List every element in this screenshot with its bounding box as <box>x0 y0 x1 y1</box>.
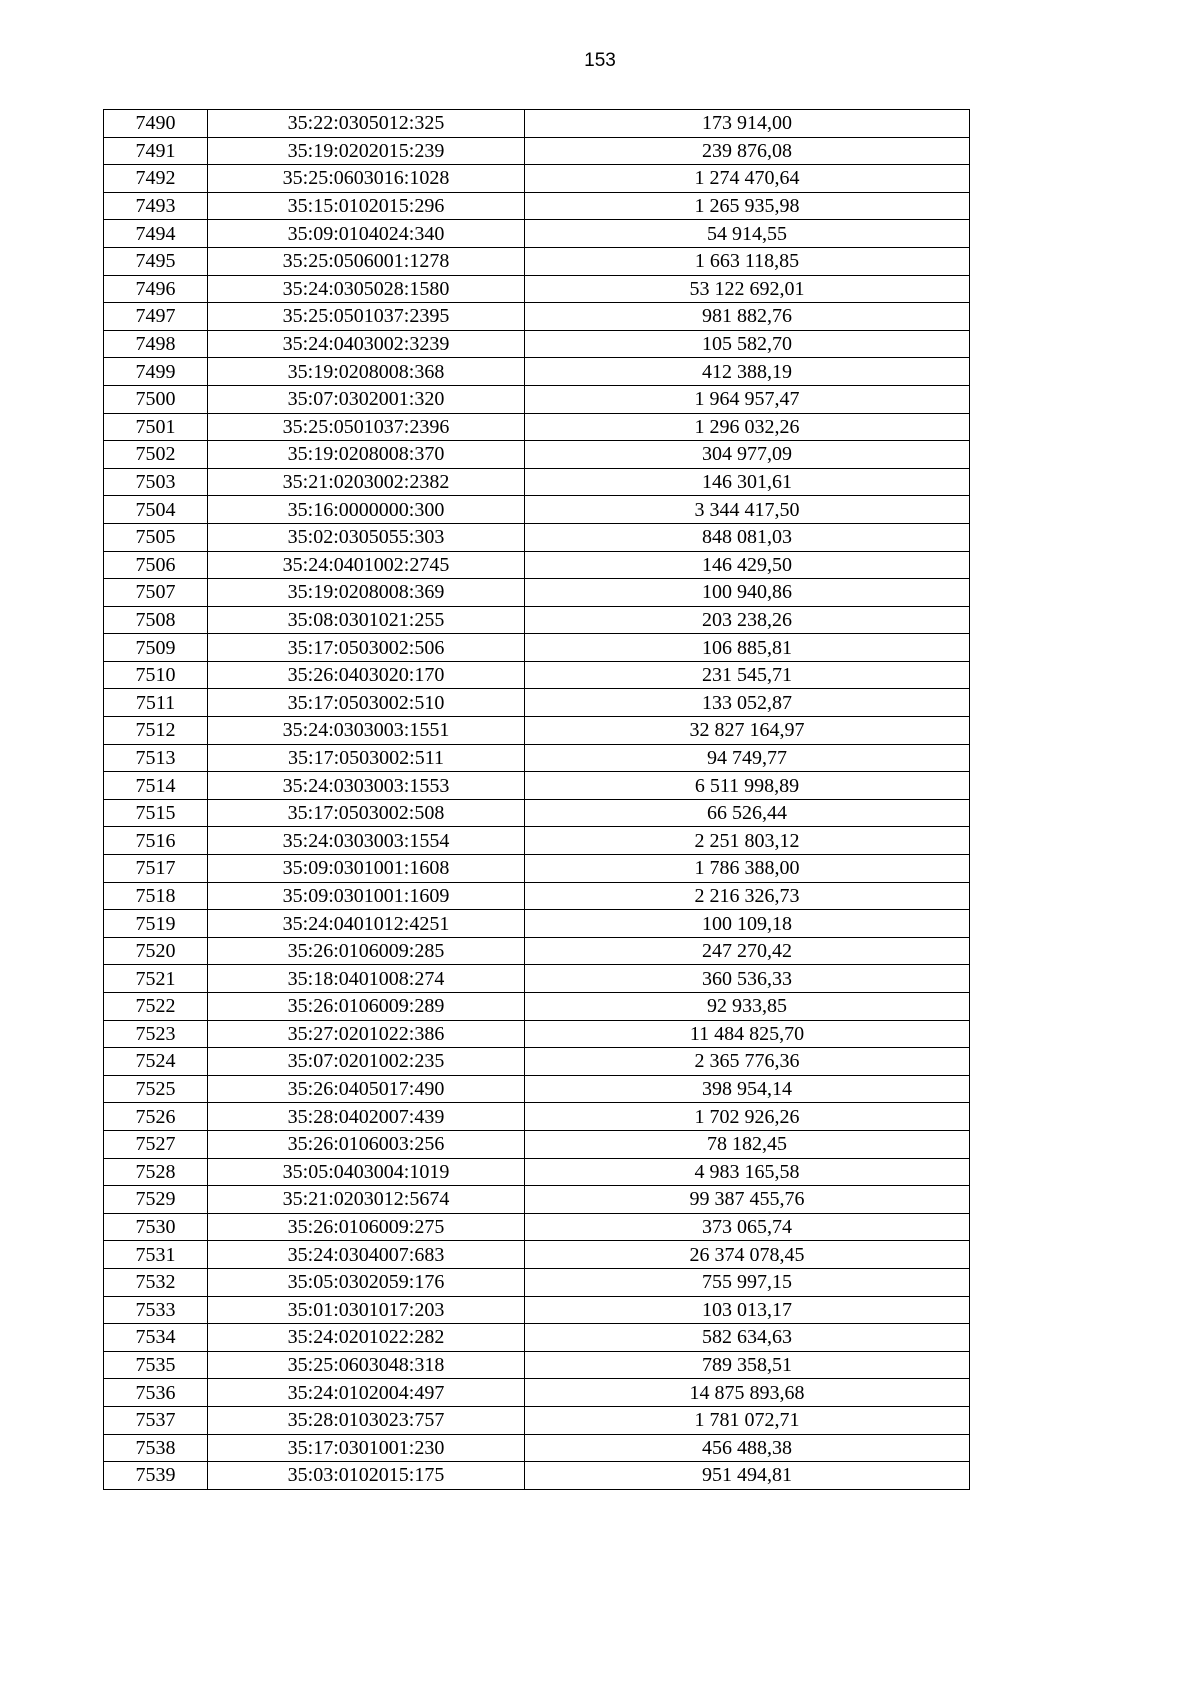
table-row <box>104 882 970 910</box>
row-number-cell: 7531 <box>104 1241 208 1269</box>
table-row <box>104 1379 970 1407</box>
table-row <box>104 579 970 607</box>
value-cell: 1 663 118,85 <box>525 247 970 275</box>
value-cell: 412 388,19 <box>525 358 970 386</box>
table-row <box>104 717 970 745</box>
table-row <box>104 1351 970 1379</box>
table-row <box>104 137 970 165</box>
value-cell: 53 122 692,01 <box>525 275 970 303</box>
row-number-cell: 7535 <box>104 1351 208 1379</box>
value-cell: 456 488,38 <box>525 1434 970 1462</box>
row-number-cell: 7538 <box>104 1434 208 1462</box>
cadastral-number-cell: 35:26:0405017:490 <box>208 1075 525 1103</box>
value-cell: 1 296 032,26 <box>525 413 970 441</box>
row-number-cell: 7532 <box>104 1268 208 1296</box>
table-row <box>104 606 970 634</box>
value-cell: 373 065,74 <box>525 1213 970 1241</box>
table-row <box>104 496 970 524</box>
table-row <box>104 247 970 275</box>
value-cell: 231 545,71 <box>525 661 970 689</box>
cadastral-number-cell: 35:09:0301001:1609 <box>208 882 525 910</box>
row-number-cell: 7511 <box>104 689 208 717</box>
table-row <box>104 220 970 248</box>
cadastral-number-cell: 35:24:0401012:4251 <box>208 910 525 938</box>
row-number-cell: 7515 <box>104 799 208 827</box>
cadastral-number-cell: 35:22:0305012:325 <box>208 110 525 138</box>
table-row <box>104 855 970 883</box>
row-number-cell: 7528 <box>104 1158 208 1186</box>
cadastral-number-cell: 35:19:0202015:239 <box>208 137 525 165</box>
table-row <box>104 1296 970 1324</box>
value-cell: 1 781 072,71 <box>525 1406 970 1434</box>
value-cell: 32 827 164,97 <box>525 717 970 745</box>
row-number-cell: 7506 <box>104 551 208 579</box>
value-cell: 755 997,15 <box>525 1268 970 1296</box>
cadastral-number-cell: 35:09:0104024:340 <box>208 220 525 248</box>
value-cell: 1 786 388,00 <box>525 855 970 883</box>
table-row <box>104 1075 970 1103</box>
table-row <box>104 413 970 441</box>
row-number-cell: 7504 <box>104 496 208 524</box>
cadastral-number-cell: 35:08:0301021:255 <box>208 606 525 634</box>
value-cell: 146 301,61 <box>525 468 970 496</box>
value-cell: 78 182,45 <box>525 1130 970 1158</box>
row-number-cell: 7492 <box>104 165 208 193</box>
row-number-cell: 7525 <box>104 1075 208 1103</box>
row-number-cell: 7522 <box>104 993 208 1021</box>
row-number-cell: 7534 <box>104 1324 208 1352</box>
cadastral-number-cell: 35:02:0305055:303 <box>208 523 525 551</box>
row-number-cell: 7496 <box>104 275 208 303</box>
table-row <box>104 110 970 138</box>
cadastral-number-cell: 35:25:0603048:318 <box>208 1351 525 1379</box>
cadastral-number-cell: 35:05:0302059:176 <box>208 1268 525 1296</box>
row-number-cell: 7533 <box>104 1296 208 1324</box>
value-cell: 789 358,51 <box>525 1351 970 1379</box>
table-row <box>104 1048 970 1076</box>
value-cell: 1 964 957,47 <box>525 385 970 413</box>
table-row <box>104 358 970 386</box>
table-row <box>104 661 970 689</box>
value-cell: 100 109,18 <box>525 910 970 938</box>
cadastral-number-cell: 35:19:0208008:368 <box>208 358 525 386</box>
value-cell: 94 749,77 <box>525 744 970 772</box>
cadastral-number-cell: 35:18:0401008:274 <box>208 965 525 993</box>
row-number-cell: 7524 <box>104 1048 208 1076</box>
cadastral-number-cell: 35:17:0503002:510 <box>208 689 525 717</box>
cadastral-number-cell: 35:24:0303003:1551 <box>208 717 525 745</box>
cadastral-number-cell: 35:07:0201002:235 <box>208 1048 525 1076</box>
value-cell: 3 344 417,50 <box>525 496 970 524</box>
value-cell: 11 484 825,70 <box>525 1020 970 1048</box>
row-number-cell: 7497 <box>104 303 208 331</box>
cadastral-number-cell: 35:26:0106009:289 <box>208 993 525 1021</box>
cadastral-number-cell: 35:17:0503002:506 <box>208 634 525 662</box>
cadastral-number-cell: 35:24:0201022:282 <box>208 1324 525 1352</box>
row-number-cell: 7507 <box>104 579 208 607</box>
value-cell: 133 052,87 <box>525 689 970 717</box>
table-row <box>104 441 970 469</box>
table-row <box>104 799 970 827</box>
value-cell: 26 374 078,45 <box>525 1241 970 1269</box>
cadastral-number-cell: 35:26:0106003:256 <box>208 1130 525 1158</box>
cadastral-number-cell: 35:03:0102015:175 <box>208 1462 525 1490</box>
value-cell: 99 387 455,76 <box>525 1186 970 1214</box>
value-cell: 239 876,08 <box>525 137 970 165</box>
value-cell: 1 702 926,26 <box>525 1103 970 1131</box>
table-row <box>104 910 970 938</box>
value-cell: 103 013,17 <box>525 1296 970 1324</box>
row-number-cell: 7490 <box>104 110 208 138</box>
cadastral-number-cell: 35:24:0403002:3239 <box>208 330 525 358</box>
value-cell: 1 265 935,98 <box>525 192 970 220</box>
table-row <box>104 1406 970 1434</box>
page-number: 153 <box>584 50 616 71</box>
cadastral-number-cell: 35:16:0000000:300 <box>208 496 525 524</box>
table-row <box>104 1213 970 1241</box>
cadastral-number-cell: 35:25:0501037:2396 <box>208 413 525 441</box>
table-row <box>104 744 970 772</box>
cadastral-number-cell: 35:19:0208008:370 <box>208 441 525 469</box>
row-number-cell: 7510 <box>104 661 208 689</box>
cadastral-number-cell: 35:24:0303003:1553 <box>208 772 525 800</box>
cadastral-number-cell: 35:24:0305028:1580 <box>208 275 525 303</box>
row-number-cell: 7529 <box>104 1186 208 1214</box>
cadastral-number-cell: 35:28:0103023:757 <box>208 1406 525 1434</box>
value-cell: 360 536,33 <box>525 965 970 993</box>
cadastral-number-cell: 35:24:0304007:683 <box>208 1241 525 1269</box>
table-row <box>104 1130 970 1158</box>
table-row <box>104 937 970 965</box>
table-row <box>104 551 970 579</box>
row-number-cell: 7523 <box>104 1020 208 1048</box>
cadastral-number-cell: 35:15:0102015:296 <box>208 192 525 220</box>
cadastral-number-cell: 35:01:0301017:203 <box>208 1296 525 1324</box>
table-row <box>104 330 970 358</box>
row-number-cell: 7503 <box>104 468 208 496</box>
row-number-cell: 7493 <box>104 192 208 220</box>
value-cell: 66 526,44 <box>525 799 970 827</box>
row-number-cell: 7527 <box>104 1130 208 1158</box>
table-row <box>104 993 970 1021</box>
value-cell: 4 983 165,58 <box>525 1158 970 1186</box>
value-cell: 203 238,26 <box>525 606 970 634</box>
cadastral-number-cell: 35:28:0402007:439 <box>208 1103 525 1131</box>
cadastral-number-cell: 35:25:0506001:1278 <box>208 247 525 275</box>
table-row <box>104 1324 970 1352</box>
table-row <box>104 1268 970 1296</box>
cadastral-number-cell: 35:25:0603016:1028 <box>208 165 525 193</box>
row-number-cell: 7491 <box>104 137 208 165</box>
row-number-cell: 7498 <box>104 330 208 358</box>
value-cell: 981 882,76 <box>525 303 970 331</box>
value-cell: 2 365 776,36 <box>525 1048 970 1076</box>
cadastral-number-cell: 35:07:0302001:320 <box>208 385 525 413</box>
row-number-cell: 7508 <box>104 606 208 634</box>
table-row <box>104 468 970 496</box>
row-number-cell: 7519 <box>104 910 208 938</box>
cadastral-number-cell: 35:21:0203002:2382 <box>208 468 525 496</box>
value-cell: 54 914,55 <box>525 220 970 248</box>
value-cell: 105 582,70 <box>525 330 970 358</box>
row-number-cell: 7512 <box>104 717 208 745</box>
cadastral-number-cell: 35:26:0403020:170 <box>208 661 525 689</box>
table-row <box>104 1020 970 1048</box>
value-cell: 14 875 893,68 <box>525 1379 970 1407</box>
value-cell: 100 940,86 <box>525 579 970 607</box>
cadastral-number-cell: 35:26:0106009:275 <box>208 1213 525 1241</box>
table-row <box>104 1434 970 1462</box>
table-body <box>104 110 970 1490</box>
table-row <box>104 827 970 855</box>
row-number-cell: 7514 <box>104 772 208 800</box>
cadastral-number-cell: 35:17:0301001:230 <box>208 1434 525 1462</box>
cadastral-number-cell: 35:25:0501037:2395 <box>208 303 525 331</box>
row-number-cell: 7521 <box>104 965 208 993</box>
row-number-cell: 7536 <box>104 1379 208 1407</box>
value-cell: 92 933,85 <box>525 993 970 1021</box>
cadastral-number-cell: 35:27:0201022:386 <box>208 1020 525 1048</box>
value-cell: 6 511 998,89 <box>525 772 970 800</box>
row-number-cell: 7539 <box>104 1462 208 1490</box>
table-row <box>104 689 970 717</box>
table-row <box>104 1241 970 1269</box>
table-row <box>104 1103 970 1131</box>
row-number-cell: 7530 <box>104 1213 208 1241</box>
value-cell: 2 216 326,73 <box>525 882 970 910</box>
cadastral-number-cell: 35:21:0203012:5674 <box>208 1186 525 1214</box>
cadastral-number-cell: 35:09:0301001:1608 <box>208 855 525 883</box>
value-cell: 1 274 470,64 <box>525 165 970 193</box>
value-cell: 173 914,00 <box>525 110 970 138</box>
row-number-cell: 7495 <box>104 247 208 275</box>
table-row <box>104 772 970 800</box>
value-cell: 848 081,03 <box>525 523 970 551</box>
row-number-cell: 7494 <box>104 220 208 248</box>
table-row <box>104 275 970 303</box>
cadastral-number-cell: 35:17:0503002:508 <box>208 799 525 827</box>
cadastral-number-cell: 35:17:0503002:511 <box>208 744 525 772</box>
cadastral-number-cell: 35:26:0106009:285 <box>208 937 525 965</box>
row-number-cell: 7500 <box>104 385 208 413</box>
table-row <box>104 165 970 193</box>
row-number-cell: 7517 <box>104 855 208 883</box>
value-cell: 398 954,14 <box>525 1075 970 1103</box>
table-row <box>104 1462 970 1490</box>
table-row <box>104 1186 970 1214</box>
value-cell: 146 429,50 <box>525 551 970 579</box>
row-number-cell: 7537 <box>104 1406 208 1434</box>
row-number-cell: 7501 <box>104 413 208 441</box>
row-number-cell: 7518 <box>104 882 208 910</box>
value-cell: 582 634,63 <box>525 1324 970 1352</box>
cadastral-number-cell: 35:05:0403004:1019 <box>208 1158 525 1186</box>
cadastral-number-cell: 35:24:0303003:1554 <box>208 827 525 855</box>
value-cell: 304 977,09 <box>525 441 970 469</box>
value-cell: 247 270,42 <box>525 937 970 965</box>
table-row <box>104 385 970 413</box>
value-cell: 2 251 803,12 <box>525 827 970 855</box>
row-number-cell: 7526 <box>104 1103 208 1131</box>
table-row <box>104 634 970 662</box>
table-row <box>104 965 970 993</box>
cadastral-value-table <box>103 109 970 1490</box>
table-row <box>104 523 970 551</box>
row-number-cell: 7513 <box>104 744 208 772</box>
row-number-cell: 7502 <box>104 441 208 469</box>
value-cell: 106 885,81 <box>525 634 970 662</box>
cadastral-number-cell: 35:24:0401002:2745 <box>208 551 525 579</box>
row-number-cell: 7499 <box>104 358 208 386</box>
cadastral-number-cell: 35:24:0102004:497 <box>208 1379 525 1407</box>
value-cell: 951 494,81 <box>525 1462 970 1490</box>
table-row <box>104 1158 970 1186</box>
row-number-cell: 7505 <box>104 523 208 551</box>
row-number-cell: 7520 <box>104 937 208 965</box>
cadastral-number-cell: 35:19:0208008:369 <box>208 579 525 607</box>
table-row <box>104 303 970 331</box>
row-number-cell: 7516 <box>104 827 208 855</box>
table-row <box>104 192 970 220</box>
row-number-cell: 7509 <box>104 634 208 662</box>
